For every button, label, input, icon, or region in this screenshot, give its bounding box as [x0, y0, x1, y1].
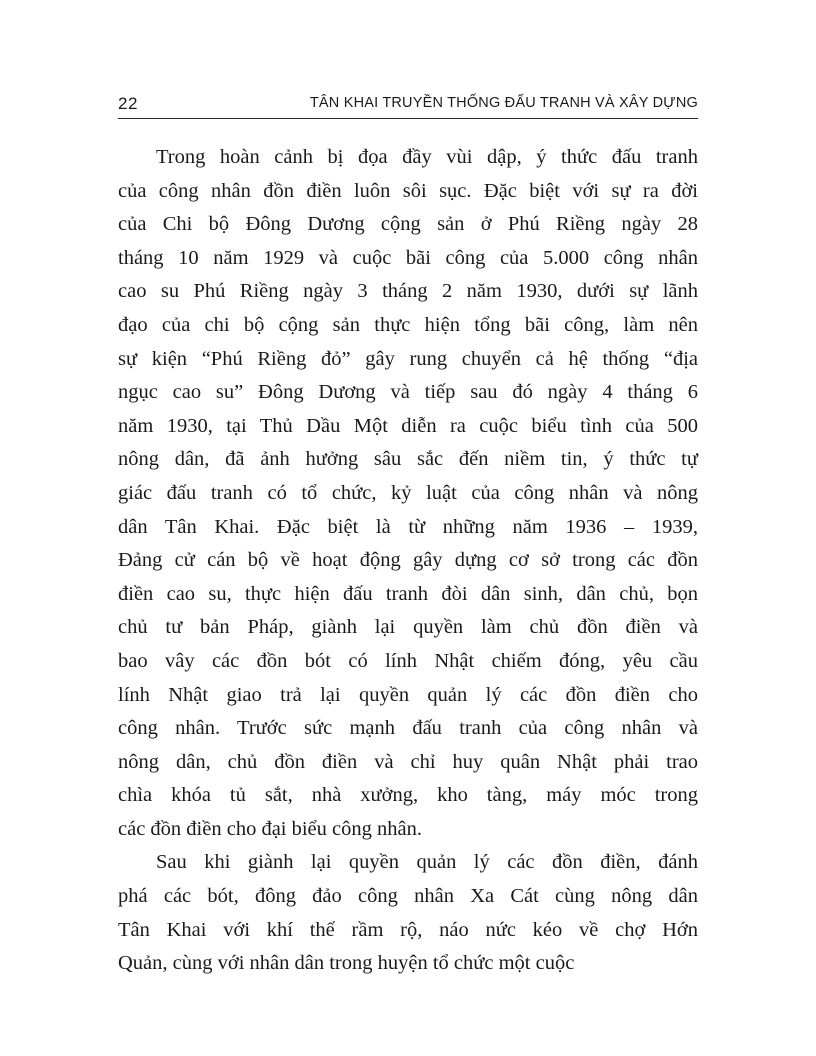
text-line: bao vây các đồn bót có lính Nhật chiếm đóng, yêu cầu	[118, 649, 698, 672]
text-line: năm 1930, tại Thủ Dầu Một diễn ra cuộc biểu tình của 500	[118, 414, 698, 437]
text-line: ngục cao su” Đông Dương và tiếp sau đó ngày 4 tháng 6	[118, 381, 698, 404]
text-line: Đảng cử cán bộ về hoạt động gây dựng cơ sở trong các đồn	[118, 549, 698, 572]
text-line: chủ tư bản Pháp, giành lại quyền làm chủ đồn điền và	[118, 616, 698, 639]
text-line: dân Tân Khai. Đặc biệt là từ những năm 1936 – 1939,	[118, 515, 698, 538]
text-line: điền cao su, thực hiện đấu tranh đòi dân sinh, dân chủ, bọn	[118, 582, 698, 605]
text-line: công nhân. Trước sức mạnh đấu tranh của công nhân và	[118, 717, 698, 740]
text-line: các đồn điền cho đại biểu công nhân.	[118, 817, 422, 840]
text-line: tháng 10 năm 1929 và cuộc bãi công của 5.000 công nhân	[118, 246, 698, 269]
text-line: chìa khóa tủ sắt, nhà xưởng, kho tàng, máy móc trong	[118, 784, 698, 807]
text-line: Tân Khai với khí thế rầm rộ, náo nức kéo về chợ Hớn	[118, 918, 698, 941]
paragraph-1	[118, 141, 698, 846]
text-line: cao su Phú Riềng ngày 3 tháng 2 năm 1930, dưới sự lãnh	[118, 280, 698, 303]
text-line: Trong hoàn cảnh bị đọa đầy vùi dập, ý thức đấu tranh	[156, 146, 698, 168]
text-line: giác đấu tranh có tổ chức, kỷ luật của công nhân và nông	[118, 481, 698, 504]
text-line: phá các bót, đông đảo công nhân Xa Cát cùng nông dân	[118, 885, 698, 908]
body-text	[118, 141, 698, 981]
running-title: TÂN KHAI TRUYỀN THỐNG ĐẤU TRANH VÀ XÂY DỰNG	[309, 95, 698, 111]
text-line: nông dân, chủ đồn điền và chỉ huy quân Nhật phải trao	[118, 750, 698, 773]
page-number: 22	[118, 94, 138, 113]
text-line: lính Nhật giao trả lại quyền quản lý các đồn điền cho	[118, 683, 698, 706]
text-line: của công nhân đồn điền luôn sôi sục. Đặc biệt với sự ra đời	[118, 179, 698, 202]
text-line: đạo của chi bộ cộng sản thực hiện tổng bãi công, làm nên	[118, 313, 698, 336]
page-header	[118, 92, 698, 119]
text-line: nông dân, đã ảnh hưởng sâu sắc đến niềm tin, ý thức tự	[118, 448, 698, 471]
text-line: sự kiện “Phú Riềng đỏ” gây rung chuyển cả hệ thống “địa	[118, 347, 698, 370]
text-line: Sau khi giành lại quyền quản lý các đồn điền, đánh	[156, 851, 698, 874]
paragraph-2	[118, 846, 698, 980]
text-line: Quản, cùng với nhân dân trong huyện tổ chức một cuộc	[118, 952, 575, 975]
text-line: của Chi bộ Đông Dương cộng sản ở Phú Riềng ngày 28	[118, 213, 698, 236]
